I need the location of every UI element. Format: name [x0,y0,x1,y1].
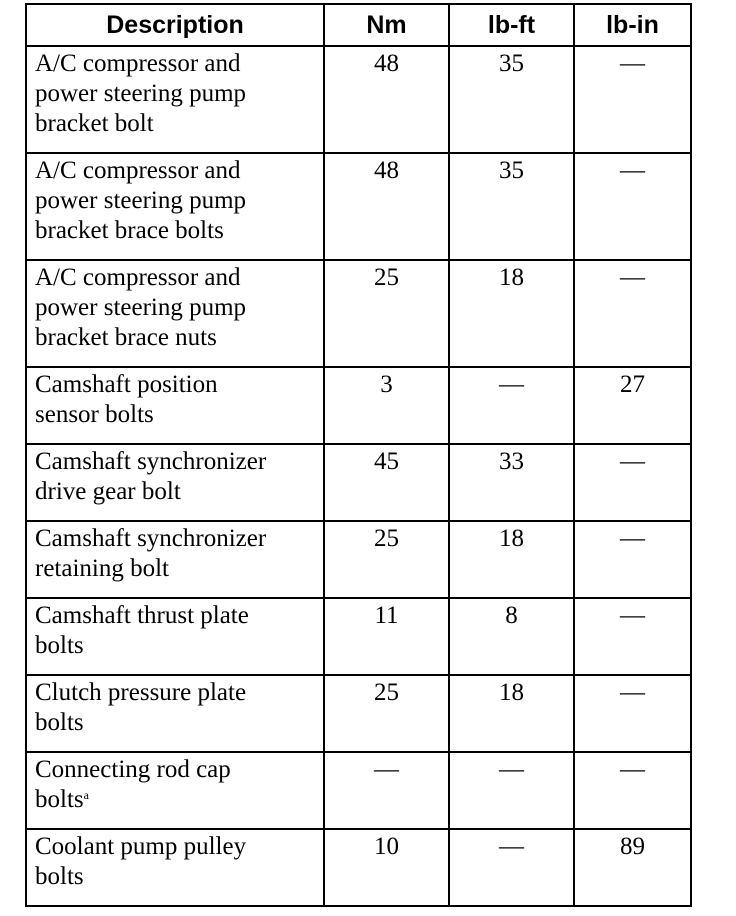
table-row [26,829,691,906]
nm-cell: 11 [324,598,449,675]
description-cell [26,46,324,153]
description-line: drive gear bolt [35,478,181,505]
description-line: power steering pump [35,187,247,214]
lb-ft-cell: 18 [449,521,574,598]
torque-spec-table [25,3,692,907]
description-line: Coolant pump pulley [35,833,247,860]
description-line: Camshaft synchronizer [35,448,267,475]
lb-ft-cell: 8 [449,598,574,675]
table-row [26,46,691,153]
description-cell [26,598,324,675]
header-lb-in: lb-in [574,4,691,46]
lb-ft-cell: — [449,829,574,906]
lb-in-cell: — [574,444,691,521]
description-cell [26,752,324,829]
description-line: A/C compressor and [35,264,241,291]
nm-cell: 48 [324,153,449,260]
description-line: bracket bolt [35,110,154,137]
lb-ft-cell: — [449,752,574,829]
description-line: Camshaft synchronizer [35,525,267,552]
description-line: bolts [35,863,84,890]
description-line: bracket brace nuts [35,324,217,351]
description-line: A/C compressor and [35,157,241,184]
lb-in-cell: — [574,153,691,260]
description-line: Camshaft thrust plate [35,602,249,629]
footnote-marker: a [83,788,89,802]
lb-in-cell: — [574,752,691,829]
lb-in-cell: — [574,675,691,752]
description-line: bolts [35,632,84,659]
nm-cell: 25 [324,260,449,367]
nm-cell: 45 [324,444,449,521]
nm-cell: 10 [324,829,449,906]
table-row [26,260,691,367]
description-cell [26,829,324,906]
lb-ft-cell: 35 [449,46,574,153]
description-line: power steering pump [35,294,247,321]
description-line: Clutch pressure plate [35,679,247,706]
description-cell [26,444,324,521]
lb-in-cell: — [574,260,691,367]
description-line: sensor bolts [35,401,154,428]
table-row [26,153,691,260]
header-nm: Nm [324,4,449,46]
nm-cell: — [324,752,449,829]
table-row [26,444,691,521]
description-line: A/C compressor and [35,50,241,77]
description-line: power steering pump [35,80,247,107]
description-cell [26,367,324,444]
description-line: retaining bolt [35,555,169,582]
header-row [26,4,691,46]
description-line: Camshaft position [35,371,218,398]
table-row [26,598,691,675]
description-cell [26,260,324,367]
table-row [26,675,691,752]
table-row [26,521,691,598]
header-description: Description [26,4,324,46]
lb-ft-cell: 33 [449,444,574,521]
lb-in-cell: — [574,521,691,598]
description-cell [26,521,324,598]
lb-ft-cell: 18 [449,675,574,752]
lb-ft-cell: 18 [449,260,574,367]
lb-in-cell: 27 [574,367,691,444]
lb-in-cell: — [574,46,691,153]
lb-in-cell: 89 [574,829,691,906]
description-line: bracket brace bolts [35,217,224,244]
nm-cell: 3 [324,367,449,444]
lb-ft-cell: 35 [449,153,574,260]
description-line: bolts [35,786,84,813]
table-row [26,752,691,829]
description-line: Connecting rod cap [35,756,231,783]
nm-cell: 25 [324,675,449,752]
lb-ft-cell: — [449,367,574,444]
nm-cell: 48 [324,46,449,153]
lb-in-cell: — [574,598,691,675]
table-row [26,367,691,444]
header-lb-ft: lb-ft [449,4,574,46]
nm-cell: 25 [324,521,449,598]
description-line: bolts [35,709,84,736]
description-cell [26,153,324,260]
description-cell [26,675,324,752]
